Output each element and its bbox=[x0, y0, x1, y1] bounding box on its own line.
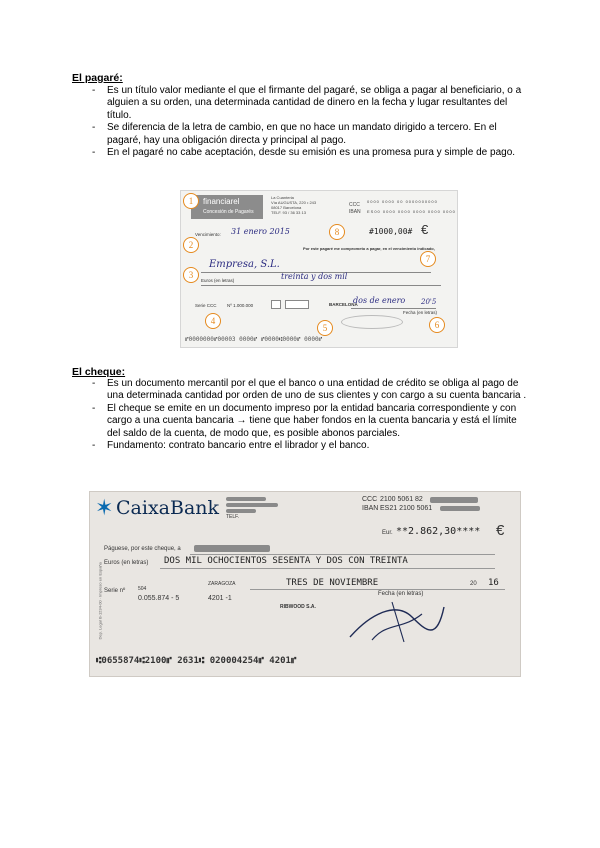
cheque-image bbox=[89, 491, 521, 677]
ccc-value: 2100 5061 82 bbox=[380, 496, 423, 503]
euro-symbol: € bbox=[421, 222, 429, 237]
redacted-address bbox=[226, 497, 266, 501]
pagare-account-digits: 0000 0000 00 0000000000 bbox=[367, 199, 438, 204]
redacted-address bbox=[226, 503, 278, 507]
pagare-logo-subtitle: Concesión de Pagarés bbox=[203, 209, 254, 215]
marker-4: 4 bbox=[205, 313, 221, 329]
pagare-bullet-list bbox=[72, 85, 532, 159]
date-line bbox=[250, 589, 505, 590]
fecha-label: Fecha (en letras) bbox=[403, 310, 438, 315]
serie-box bbox=[271, 300, 281, 309]
list-item: - Es un documento mercantil por el que el banco o una entidad de crédito se obliga al pago de una determinada cantidad por orden de uno de sus clientes y con cargo a su cuenta bancaria . bbox=[72, 378, 532, 403]
redacted-iban bbox=[440, 506, 480, 511]
caixabank-star-icon: ✶ bbox=[95, 495, 114, 520]
place-label: BARCELONA bbox=[329, 302, 358, 307]
serie-label: Serie CCC bbox=[195, 303, 217, 308]
redacted-account bbox=[430, 497, 478, 503]
list-item: - Fundamento: contrato bancario entre el librador y el banco. bbox=[72, 440, 532, 452]
list-item: - En el pagaré no cabe aceptación, desde su emisión es una promesa pura y simple de pago. bbox=[72, 147, 532, 159]
cheque-micr-line: ⑆0655874⑆2100⑈ 2631⑆ 020004254⑈ 4201⑈ bbox=[96, 656, 297, 666]
marker-1: 1 bbox=[183, 193, 199, 209]
words-line bbox=[201, 285, 441, 286]
fecha-label: Fecha (en letras) bbox=[378, 591, 424, 597]
list-item: - El cheque se emite en un documento impreso por la entidad bancaria correspondiente y con cargo a una cuenta bancaria → tiene que haber fondos en la cuenta bancaria y está el límite del saldo de la cuenta, de modo que, es posible abonos parciales. bbox=[72, 403, 532, 440]
pagare-image bbox=[180, 190, 458, 348]
pagare-heading: El pagaré: bbox=[72, 72, 123, 84]
euro-symbol: € bbox=[496, 522, 505, 539]
vencimiento-value: 31 enero 2015 bbox=[231, 227, 290, 236]
side-print: Dep. Legal B-1234-00 · Impreso en España bbox=[97, 562, 103, 640]
euro-label: Eur. bbox=[382, 530, 393, 536]
redacted-payee bbox=[194, 545, 270, 552]
amount-words: DOS MIL OCHOCIENTOS SESENTA Y DOS CON TREINTA bbox=[164, 556, 408, 566]
date-words: TRES DE NOVIEMBRE bbox=[286, 578, 379, 588]
pagare-logo bbox=[191, 195, 263, 219]
words-line bbox=[160, 568, 495, 569]
cheque-heading: El cheque: bbox=[72, 366, 126, 378]
amount-words: treinta y dos mil bbox=[281, 272, 348, 281]
pagare-iban-digits: ES00 0000 0000 0000 0000 0000 bbox=[367, 209, 456, 214]
vencimiento-label: Vencimiento: bbox=[195, 232, 221, 237]
company-name: RIBWOOD S.A. bbox=[280, 604, 316, 610]
pagare-micr-line: ⑈0000000⑈00003 0000⑈ ⑈0000⑆0000⑈ 0000⑈ bbox=[185, 336, 323, 343]
pagare-ccc-label: CCC bbox=[349, 202, 360, 208]
place: ZARAGOZA bbox=[208, 581, 236, 587]
pagare-amount: #1000,00# bbox=[369, 227, 413, 236]
pagare-iban-label: IBAN bbox=[349, 209, 361, 215]
payee-label: Páguese, por este cheque, a bbox=[104, 546, 181, 552]
marker-3: 3 bbox=[183, 267, 199, 283]
cheque-account: 4201 -1 bbox=[208, 595, 232, 602]
signature-area bbox=[341, 315, 403, 329]
serie-code: 504 bbox=[138, 586, 147, 592]
bank-name: CaixaBank bbox=[116, 497, 220, 519]
year-prefix: 20 bbox=[470, 581, 477, 587]
marker-5: 5 bbox=[317, 320, 333, 336]
marker-2: 2 bbox=[183, 237, 199, 253]
redacted-address bbox=[226, 509, 256, 513]
ccc-label: CCC bbox=[362, 496, 378, 503]
year-value: 20'5 bbox=[421, 298, 437, 306]
year-suffix: 16 bbox=[488, 578, 499, 588]
payee-line bbox=[190, 554, 495, 555]
serie-box bbox=[285, 300, 309, 309]
euros-label: Euros (en letras) bbox=[201, 278, 235, 283]
list-item: - Se diferencia de la letra de cambio, en que no hace un mandato dirigido a tercero. En el pagaré, hay una obligación directa y principal al pago. bbox=[72, 122, 532, 147]
cheque-number: 0.055.874 - 5 bbox=[138, 595, 180, 602]
date-value: dos de enero bbox=[353, 296, 406, 305]
order-text: Por este pagaré me comprometo a pagar, en el vencimiento indicado, bbox=[303, 246, 435, 251]
iban-label: IBAN bbox=[362, 505, 379, 512]
serie-label: Serie nº bbox=[104, 588, 126, 594]
words-label: Euros (en letras) bbox=[104, 560, 149, 566]
date-line bbox=[351, 308, 436, 309]
marker-6: 6 bbox=[429, 317, 445, 333]
cheque-amount: **2.862,30**** bbox=[396, 526, 481, 537]
bank-tel: TELF. bbox=[226, 514, 240, 520]
marker-7: 7 bbox=[420, 251, 436, 267]
cheque-bullet-list bbox=[72, 378, 532, 452]
marker-8: 8 bbox=[329, 224, 345, 240]
list-item: - Es un título valor mediante el que el firmante del pagaré, se obliga a pagar al beneficiario, o a alguien a su orden, una determinada cantidad de dinero en la fecha y lugar resultantes del título. bbox=[72, 85, 532, 122]
pagare-logo-name: financiarel bbox=[203, 197, 240, 206]
iban-value: ES21 2100 5061 bbox=[380, 505, 433, 512]
payee-value: Empresa, S.L. bbox=[209, 259, 280, 270]
pagare-address: La Cuanteria Vía AUGUSTA, 220 • 243 08017 Barcelona TELF. 93 / 36 33 13 bbox=[271, 195, 317, 215]
serie-number: Nº 1.000.000 bbox=[227, 303, 254, 308]
signature bbox=[342, 592, 452, 647]
